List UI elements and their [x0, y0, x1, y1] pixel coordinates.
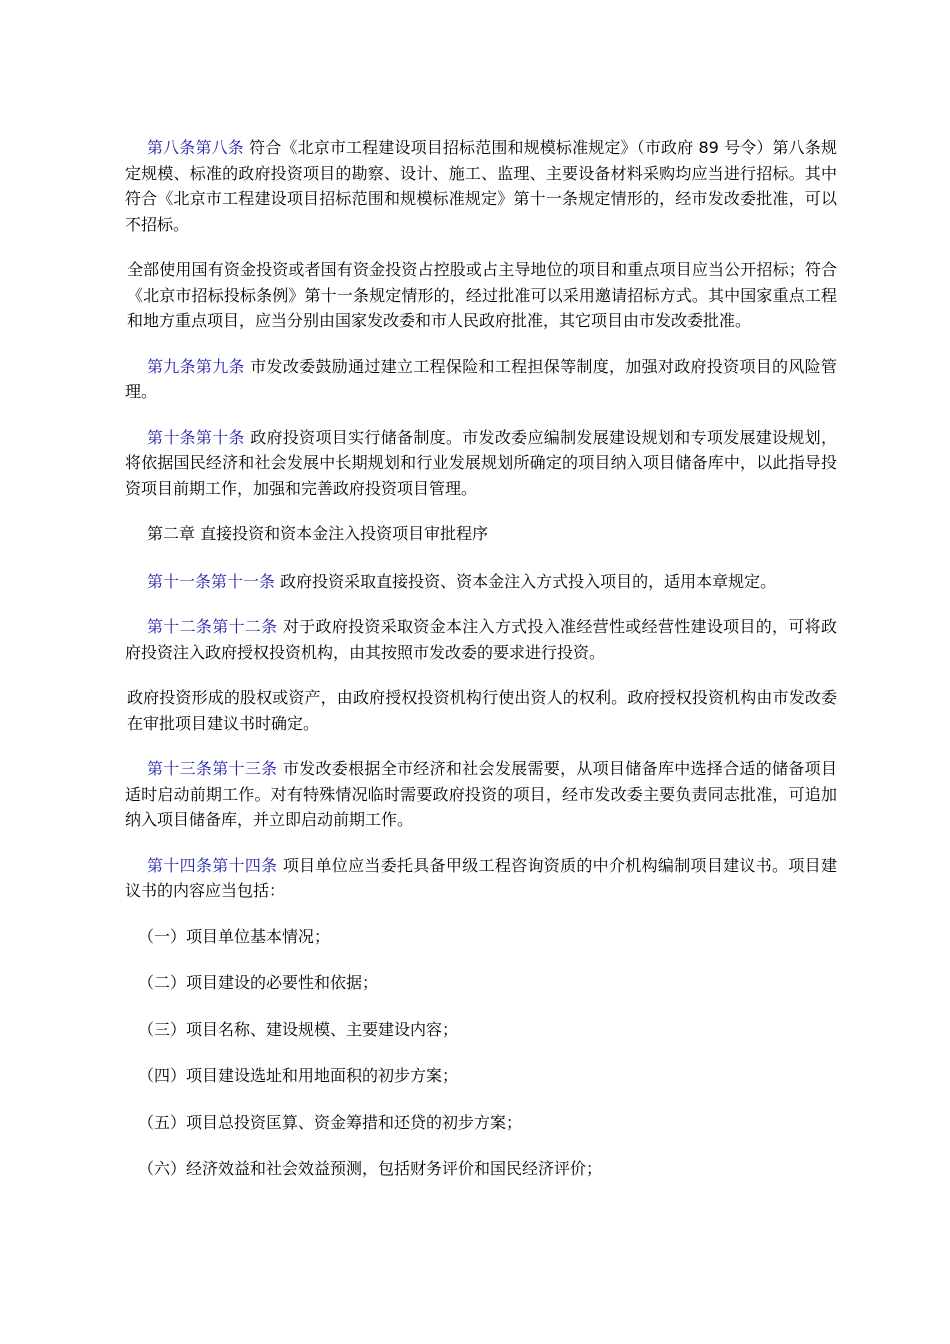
list-item: （四）项目建设选址和用地面积的初步方案； [138, 1066, 459, 1085]
article-text: 符合《北京市工程建设项目招标范围和规模标准规定》（市政府 89 号令）第八条规定规模、标准的政府投资项目的勘察、设计、施工、监理、主要设备材料采购均应当进行招标。其中符合《北京市工程建设项目招标范围和规模标准规定》第十一条规定情形的，经市发改委批准，可以不招标。 [125, 138, 837, 234]
article-text: 政府投资采取直接投资、资本金注入方式投入项目的，适用本章规定。 [280, 571, 777, 591]
document-page [125, 135, 837, 1203]
article-9 [125, 354, 837, 405]
article-13 [125, 756, 837, 833]
article-number: 第十条第十条 [147, 427, 245, 447]
list-item: （二）项目建设的必要性和依据； [138, 973, 379, 992]
article-text: 对于政府投资采取资金本注入方式投入准经营性或经营性建设项目的，可将政府投资注入政府授权投资机构，由其按照市发改委的要求进行投资。 [125, 617, 837, 662]
list-item: （六）经济效益和社会效益预测，包括财务评价和国民经济评价； [138, 1159, 603, 1178]
paragraph-text: 政府投资形成的股权或资产，由政府授权投资机构行使出资人的权利。政府授权投资机构由市发改委在审批项目建议书时确定。 [127, 688, 837, 733]
article-number: 第九条第九条 [147, 356, 245, 376]
article-text: 市发改委根据全市经济和社会发展需要，从项目储备库中选择合适的储备项目适时启动前期工作。对有特殊情况临时需要政府投资的项目，经市发改委主要负责同志批准，可追加纳入项目储备库，并立即启动前期工作。 [125, 759, 837, 829]
article-11 [125, 569, 837, 595]
article-14 [125, 853, 837, 904]
article-8 [125, 135, 837, 237]
chapter-heading: 第二章 直接投资和资本金注入投资项目审批程序 [147, 524, 489, 543]
article-number: 第十一条第十一条 [147, 571, 276, 591]
paragraph-text: 全部使用国有资金投资或者国有资金投资占控股或占主导地位的项目和重点项目应当公开招标；符合《北京市招标投标条例》第十一条规定情形的，经过批准可以采用邀请招标方式。其中国家重点工程和地方重点项目，应当分别由国家发改委和市人民政府批准，其它项目由市发改委批准。 [127, 260, 837, 330]
paragraph [125, 257, 837, 334]
article-text: 政府投资项目实行储备制度。市发改委应编制发展建设规划和专项发展建设规划，将依据国民经济和社会发展中长期规划和行业发展规划所确定的项目纳入项目储备库中，以此指导投资项目前期工作，加强和完善政府投资项目管理。 [125, 427, 837, 498]
article-number: 第十二条第十二条 [147, 617, 278, 636]
list-item: （三）项目名称、建设规模、主要建设内容； [138, 1019, 459, 1039]
article-text: 市发改委鼓励通过建立工程保险和工程担保等制度，加强对政府投资项目的风险管理。 [125, 356, 837, 401]
article-text: 项目单位应当委托具备甲级工程咨询资质的中介机构编制项目建议书。项目建议书的内容应当包括： [125, 855, 837, 900]
paragraph [125, 685, 837, 736]
list-item: （五）项目总投资匡算、资金筹措和还贷的初步方案； [138, 1112, 523, 1132]
article-number: 第十四条第十四条 [147, 855, 278, 875]
article-number: 第八条第八条 [147, 138, 244, 157]
article-number: 第十三条第十三条 [147, 759, 278, 778]
list-item: （一）项目单位基本情况； [138, 926, 331, 946]
article-12 [125, 614, 837, 665]
article-10 [125, 425, 837, 502]
